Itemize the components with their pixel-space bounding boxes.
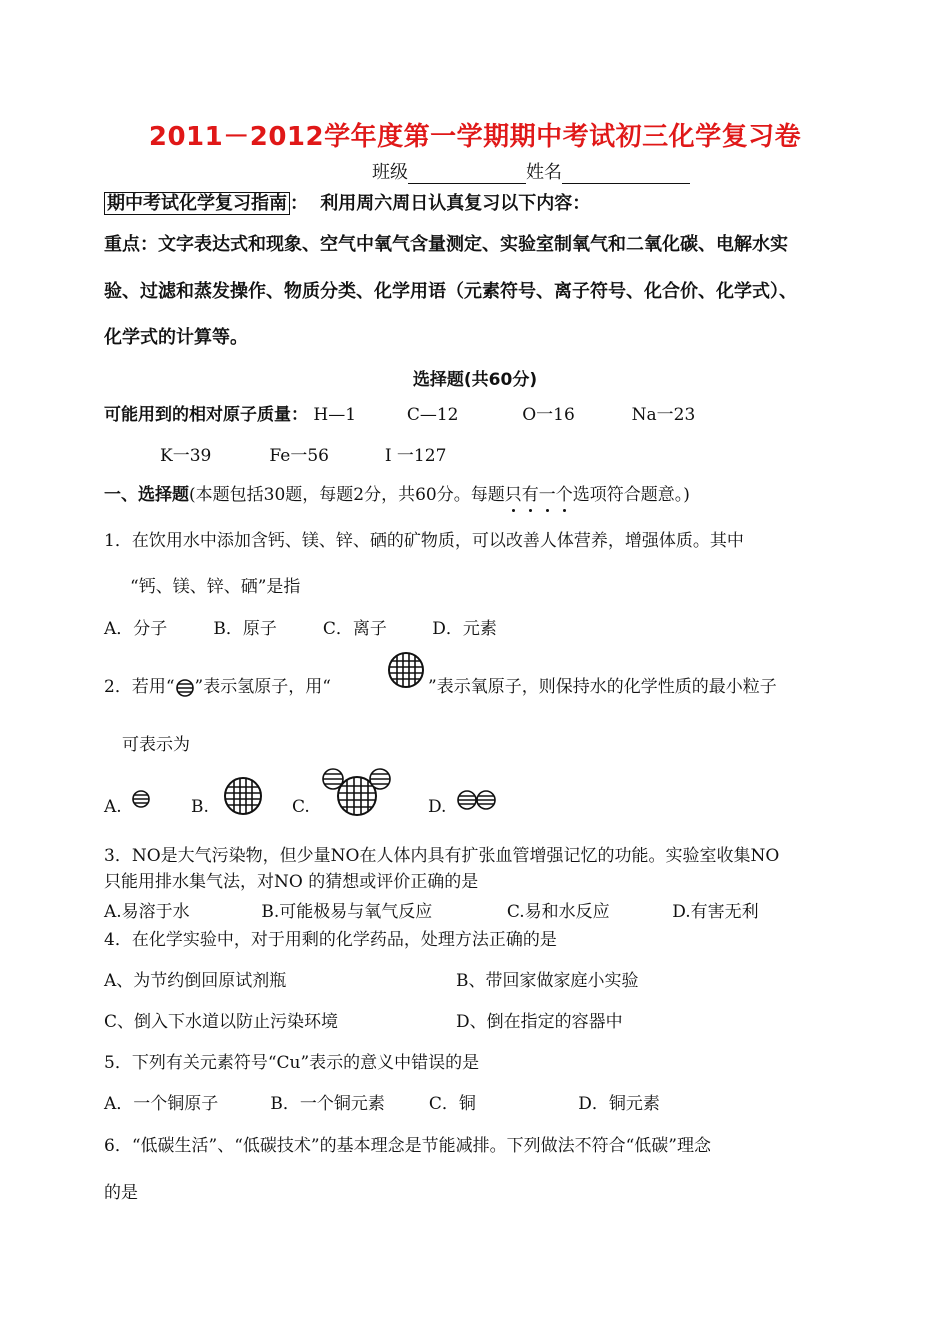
hydrogen-atom-icon	[175, 678, 195, 698]
mass-k: K一39	[160, 446, 212, 466]
name-blank	[562, 165, 690, 184]
q2-post: ”表示氧原子，则保持水的化学性质的最小粒子	[428, 677, 777, 697]
q2-stem-2: 可表示为	[122, 735, 190, 755]
q2-option-d-label: D.	[428, 797, 447, 817]
key-line-1: 重点：文字表达式和现象、空气中氧气含量测定、实验室制氧气和二氧化碳、电解水实	[104, 234, 788, 255]
masses-label: 可能用到的相对原子质量：	[104, 405, 308, 425]
q1-option-c: C．离子	[322, 619, 387, 639]
q4-option-c: C、倒入下水道以防止污染环境	[104, 1012, 339, 1032]
q3-stem-2: 只能用排水集气法，对NO 的猜想或评价正确的是	[104, 872, 479, 892]
part-note-pre: (本题包括30题，每题2分，共60分。每题	[189, 485, 505, 505]
q3-stem-1: 3．NO是大气污染物，但少量NO在人体内具有扩张血管增强记忆的功能。实验室收集NO	[104, 846, 780, 866]
mass-c: C—12	[406, 405, 459, 425]
part-note-post: 选项符合题意。)	[572, 485, 690, 505]
q4-stem: 4．在化学实验中，对于用剩的化学药品，处理方法正确的是	[104, 930, 557, 950]
q3-options	[104, 897, 759, 922]
q5-stem: 5．下列有关元素符号“Cu”表示的意义中错误的是	[104, 1053, 480, 1073]
atomic-masses-row-1	[104, 400, 695, 425]
q1-option-a: A．分子	[104, 619, 168, 639]
q5-option-c: C．铜	[428, 1094, 476, 1114]
mass-na: Na一23	[631, 405, 696, 425]
page-title: 2011－2012学年度第一学期期中考试初三化学复习卷	[148, 122, 802, 152]
q2-option-b-label: B.	[191, 797, 209, 817]
q2-option-c-label: C.	[292, 797, 310, 817]
q1-stem-1: 1．在饮用水中添加含钙、镁、锌、硒的矿物质，可以改善人体营养，增强体质。其中	[104, 531, 744, 551]
guide-line	[104, 189, 590, 215]
dotted-char-1: 只	[505, 480, 522, 505]
q4-option-d: D、倒在指定的容器中	[456, 1012, 623, 1032]
q2-option-a-hydrogen-icon	[131, 789, 151, 809]
q1-option-b: B．原子	[213, 619, 277, 639]
q2-option-d-hydrogen-molecule-icon	[455, 789, 499, 811]
name-label: 姓名	[526, 162, 562, 183]
dotted-char-4: 个	[556, 480, 573, 505]
q1-option-d: D．元素	[432, 619, 497, 639]
mass-fe: Fe一56	[269, 446, 329, 466]
guide-box-label: 期中考试化学复习指南	[104, 192, 290, 215]
guide-intro: 利用周六周日认真复习以下内容：	[320, 193, 591, 214]
q6-stem-2: 的是	[104, 1183, 138, 1203]
q2-stem-1	[104, 672, 331, 698]
q1-stem-2: “钙、镁、锌、硒”是指	[130, 577, 301, 597]
atomic-masses-row-2	[160, 441, 446, 466]
guide-colon: ：	[290, 193, 308, 214]
dotted-char-3: 一	[539, 480, 556, 505]
part-title-line	[104, 480, 690, 505]
q3-option-a: A.易溶于水	[104, 902, 190, 922]
key-line-3: 化学式的计算等。	[104, 327, 248, 348]
q2-option-a-label: A.	[104, 797, 122, 817]
q3-option-c: C.易和水反应	[506, 902, 610, 922]
q6-stem-1: 6．“低碳生活”、“低碳技术”的基本理念是节能减排。下列做法不符合“低碳”理念	[104, 1136, 711, 1156]
q4-option-a: A、为节约倒回原试剂瓶	[104, 971, 287, 991]
q2-option-c-water-molecule-icon	[319, 764, 395, 820]
class-name-line	[372, 158, 690, 184]
mass-i: I 一127	[384, 446, 447, 466]
part-title: 一、选择题	[104, 485, 189, 505]
key-line-2: 验、过滤和蒸发操作、物质分类、化学用语（元素符号、离子符号、化合价、化学式）、	[104, 281, 797, 302]
class-label: 班级	[372, 162, 408, 183]
q2-pre: 2．若用“	[104, 677, 175, 697]
q1-options	[104, 614, 497, 639]
q3-option-b: B.可能极易与氧气反应	[261, 902, 433, 922]
q5-option-b: B．一个铜元素	[270, 1094, 385, 1114]
q2-mid: ”表示氢原子，用“	[194, 677, 331, 697]
mass-h: H—1	[313, 405, 357, 425]
q5-option-d: D．铜元素	[578, 1094, 660, 1114]
q5-options	[104, 1089, 660, 1114]
dotted-char-2: 有	[522, 480, 539, 505]
oxygen-atom-icon	[386, 650, 426, 690]
section-heading: 选择题(共60分)	[412, 370, 538, 390]
q2-option-b-oxygen-icon	[222, 775, 264, 817]
q3-option-d: D.有害无利	[672, 902, 759, 922]
q5-option-a: A．一个铜原子	[104, 1094, 219, 1114]
q4-option-b: B、带回家做家庭小实验	[456, 971, 639, 991]
mass-o: O一16	[522, 405, 575, 425]
class-blank	[408, 165, 526, 184]
